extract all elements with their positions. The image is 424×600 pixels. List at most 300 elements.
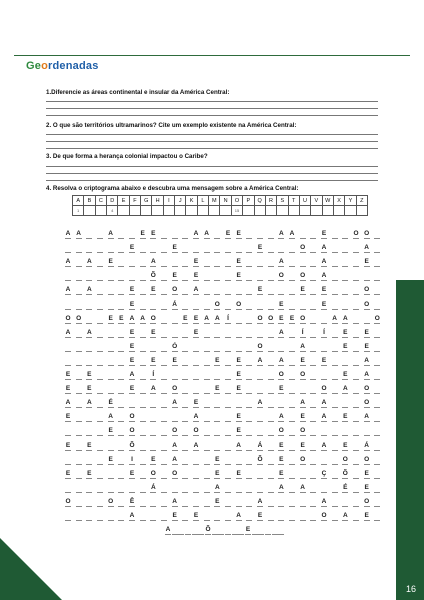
answer-blank[interactable]	[97, 364, 103, 366]
answer-blank[interactable]	[108, 463, 114, 465]
answer-blank[interactable]	[172, 322, 178, 324]
cryptogram-slot[interactable]	[85, 357, 93, 366]
answer-blank[interactable]	[364, 491, 370, 493]
cipher-code-cell[interactable]	[345, 206, 356, 216]
answer-blank[interactable]	[118, 322, 124, 324]
answer-blank[interactable]	[214, 378, 220, 380]
answer-blank[interactable]	[310, 434, 316, 436]
cryptogram-slot[interactable]	[203, 272, 211, 281]
answer-blank[interactable]	[97, 237, 103, 239]
cryptogram-slot[interactable]	[299, 286, 307, 295]
cryptogram-slot[interactable]	[363, 470, 371, 479]
cryptogram-slot[interactable]	[171, 357, 179, 366]
answer-blank[interactable]	[140, 336, 146, 338]
answer-blank[interactable]	[321, 392, 327, 394]
answer-blank[interactable]	[225, 308, 231, 310]
cryptogram-slot[interactable]	[117, 230, 125, 239]
answer-blank[interactable]	[140, 364, 146, 366]
cryptogram-slot[interactable]	[85, 258, 93, 267]
answer-blank[interactable]	[118, 378, 124, 380]
answer-blank[interactable]	[278, 519, 284, 521]
answer-blank[interactable]	[353, 505, 359, 507]
answer-blank[interactable]	[129, 406, 135, 408]
cryptogram-slot[interactable]	[363, 456, 371, 465]
cryptogram-slot[interactable]	[352, 413, 360, 422]
cryptogram-slot[interactable]	[171, 230, 179, 239]
cryptogram-slot[interactable]	[96, 230, 104, 239]
answer-blank[interactable]	[342, 378, 348, 380]
answer-blank[interactable]	[204, 519, 210, 521]
cryptogram-slot[interactable]	[320, 442, 328, 451]
cryptogram-slot[interactable]	[139, 399, 147, 408]
answer-blank[interactable]	[182, 491, 188, 493]
cryptogram-slot[interactable]	[331, 484, 339, 493]
cryptogram-slot[interactable]	[299, 385, 307, 394]
cryptogram-slot[interactable]	[245, 427, 253, 436]
cryptogram-slot[interactable]	[149, 329, 157, 338]
answer-blank[interactable]	[268, 392, 274, 394]
cryptogram-slot[interactable]	[373, 301, 381, 310]
cryptogram-slot[interactable]	[331, 371, 339, 380]
cryptogram-slot[interactable]	[331, 329, 339, 338]
cryptogram-slot[interactable]	[75, 427, 83, 436]
cryptogram-slot[interactable]	[267, 301, 275, 310]
answer-blank[interactable]	[129, 350, 135, 352]
cryptogram-slot[interactable]	[160, 456, 168, 465]
cryptogram-slot[interactable]	[352, 399, 360, 408]
answer-blank[interactable]	[108, 420, 114, 422]
answer-blank[interactable]	[140, 279, 146, 281]
answer-blank[interactable]	[108, 265, 114, 267]
cryptogram-slot[interactable]	[341, 470, 349, 479]
cryptogram-slot[interactable]	[331, 399, 339, 408]
answer-blank[interactable]	[150, 491, 156, 493]
cryptogram-slot[interactable]	[235, 286, 243, 295]
cryptogram-slot[interactable]	[320, 456, 328, 465]
cryptogram-slot[interactable]	[256, 272, 264, 281]
cryptogram-slot[interactable]	[213, 512, 221, 521]
cryptogram-slot[interactable]	[309, 385, 317, 394]
cryptogram-slot[interactable]	[107, 385, 115, 394]
cryptogram-slot[interactable]	[245, 244, 253, 253]
answer-blank[interactable]	[236, 406, 242, 408]
answer-blank[interactable]	[182, 279, 188, 281]
answer-blank[interactable]	[353, 279, 359, 281]
cryptogram-slot[interactable]	[256, 498, 264, 507]
cryptogram-slot[interactable]	[299, 484, 307, 493]
answer-blank[interactable]	[257, 491, 263, 493]
cryptogram-slot[interactable]	[96, 329, 104, 338]
answer-blank[interactable]	[76, 308, 82, 310]
cryptogram-slot[interactable]	[331, 512, 339, 521]
cryptogram-slot[interactable]	[277, 329, 285, 338]
cryptogram-slot[interactable]	[139, 258, 147, 267]
answer-blank[interactable]	[65, 336, 71, 338]
cryptogram-slot[interactable]	[267, 385, 275, 394]
cryptogram-slot[interactable]	[192, 371, 200, 380]
answer-blank[interactable]	[225, 463, 231, 465]
cryptogram-slot[interactable]	[320, 230, 328, 239]
answer-blank[interactable]	[65, 279, 71, 281]
answer-blank[interactable]	[182, 378, 188, 380]
answer-blank[interactable]	[150, 505, 156, 507]
cryptogram-slot[interactable]	[267, 413, 275, 422]
cryptogram-slot[interactable]	[331, 385, 339, 394]
answer-blank[interactable]	[342, 406, 348, 408]
cryptogram-slot[interactable]	[117, 301, 125, 310]
answer-blank[interactable]	[150, 336, 156, 338]
cryptogram-slot[interactable]	[181, 385, 189, 394]
answer-blank[interactable]	[129, 336, 135, 338]
cipher-code-cell[interactable]	[288, 206, 299, 216]
cryptogram-slot[interactable]	[160, 357, 168, 366]
answer-blank[interactable]	[268, 308, 274, 310]
cryptogram-slot[interactable]	[107, 456, 115, 465]
cryptogram-slot[interactable]	[235, 230, 243, 239]
cryptogram-slot[interactable]	[203, 244, 211, 253]
cryptogram-slot[interactable]	[309, 442, 317, 451]
cipher-code-cell[interactable]	[84, 206, 95, 216]
cryptogram-slot[interactable]	[149, 512, 157, 521]
answer-blank[interactable]	[342, 350, 348, 352]
cryptogram-slot[interactable]	[181, 272, 189, 281]
cryptogram-slot[interactable]	[171, 442, 179, 451]
answer-blank[interactable]	[289, 265, 295, 267]
answer-blank[interactable]	[172, 279, 178, 281]
answer-blank[interactable]	[268, 449, 274, 451]
answer-blank[interactable]	[278, 491, 284, 493]
answer-blank[interactable]	[257, 308, 263, 310]
cryptogram-slot[interactable]	[309, 258, 317, 267]
cryptogram-slot[interactable]	[299, 230, 307, 239]
answer-blank[interactable]	[118, 364, 124, 366]
cryptogram-slot[interactable]	[75, 456, 83, 465]
answer-blank[interactable]	[257, 364, 263, 366]
answer-blank[interactable]	[150, 308, 156, 310]
answer-blank[interactable]	[278, 463, 284, 465]
cryptogram-slot[interactable]	[75, 413, 83, 422]
cryptogram-slot[interactable]	[352, 272, 360, 281]
answer-blank[interactable]	[97, 336, 103, 338]
answer-blank[interactable]	[214, 406, 220, 408]
cipher-code-cell[interactable]	[277, 206, 288, 216]
answer-blank[interactable]	[172, 434, 178, 436]
cryptogram-slot[interactable]	[117, 244, 125, 253]
answer-blank[interactable]	[182, 505, 188, 507]
cryptogram-slot[interactable]	[320, 385, 328, 394]
answer-blank[interactable]	[65, 251, 71, 253]
cryptogram-slot[interactable]	[299, 427, 307, 436]
cryptogram-slot[interactable]	[331, 258, 339, 267]
cryptogram-slot[interactable]	[256, 385, 264, 394]
answer-blank[interactable]	[193, 336, 199, 338]
cryptogram-slot[interactable]	[160, 413, 168, 422]
answer-blank[interactable]	[289, 406, 295, 408]
answer-blank[interactable]	[300, 378, 306, 380]
answer-blank[interactable]	[364, 322, 370, 324]
answer-blank[interactable]	[76, 293, 82, 295]
answer-blank[interactable]	[225, 449, 231, 451]
answer-blank[interactable]	[310, 322, 316, 324]
cryptogram-slot[interactable]	[224, 413, 232, 422]
cryptogram-slot[interactable]	[203, 498, 211, 507]
answer-blank[interactable]	[236, 336, 242, 338]
cryptogram-slot[interactable]	[320, 357, 328, 366]
answer-blank[interactable]	[246, 434, 252, 436]
answer-blank[interactable]	[76, 251, 82, 253]
cryptogram-slot[interactable]	[139, 244, 147, 253]
cryptogram-slot[interactable]	[288, 343, 296, 352]
answer-blank[interactable]	[150, 392, 156, 394]
cryptogram-slot[interactable]	[117, 343, 125, 352]
cryptogram-slot[interactable]	[256, 399, 264, 408]
answer-blank[interactable]	[118, 265, 124, 267]
answer-blank[interactable]	[182, 420, 188, 422]
answer-blank[interactable]	[278, 322, 284, 324]
cryptogram-slot[interactable]	[171, 512, 179, 521]
cryptogram-slot[interactable]	[128, 371, 136, 380]
cryptogram-slot[interactable]	[160, 399, 168, 408]
cryptogram-slot[interactable]	[192, 315, 200, 324]
cryptogram-slot[interactable]	[64, 399, 72, 408]
answer-blank[interactable]	[289, 392, 295, 394]
answer-line[interactable]	[46, 148, 378, 149]
cryptogram-slot[interactable]	[117, 315, 125, 324]
cryptogram-slot[interactable]	[160, 272, 168, 281]
cryptogram-slot[interactable]	[160, 343, 168, 352]
cryptogram-slot[interactable]	[139, 470, 147, 479]
cryptogram-slot[interactable]	[128, 329, 136, 338]
cryptogram-slot[interactable]	[117, 258, 125, 267]
answer-blank[interactable]	[246, 293, 252, 295]
cryptogram-slot[interactable]	[267, 244, 275, 253]
cryptogram-slot[interactable]	[85, 230, 93, 239]
answer-blank[interactable]	[140, 505, 146, 507]
cryptogram-slot[interactable]	[320, 413, 328, 422]
answer-blank[interactable]	[204, 265, 210, 267]
answer-blank[interactable]	[86, 378, 92, 380]
cryptogram-slot[interactable]	[256, 442, 264, 451]
cryptogram-slot[interactable]	[213, 385, 221, 394]
cryptogram-slot[interactable]	[149, 442, 157, 451]
cryptogram-slot[interactable]	[341, 484, 349, 493]
cryptogram-slot[interactable]	[181, 329, 189, 338]
cryptogram-slot[interactable]	[213, 470, 221, 479]
answer-blank[interactable]	[246, 449, 252, 451]
cryptogram-slot[interactable]	[128, 230, 136, 239]
cryptogram-slot[interactable]	[96, 470, 104, 479]
answer-blank[interactable]	[150, 293, 156, 295]
cryptogram-slot[interactable]	[171, 470, 179, 479]
answer-blank[interactable]	[118, 308, 124, 310]
answer-blank[interactable]	[332, 293, 338, 295]
answer-blank[interactable]	[236, 251, 242, 253]
answer-blank[interactable]	[129, 491, 135, 493]
cryptogram-slot[interactable]	[203, 258, 211, 267]
cryptogram-slot[interactable]	[139, 343, 147, 352]
cryptogram-slot[interactable]	[267, 399, 275, 408]
answer-blank[interactable]	[161, 420, 167, 422]
cryptogram-slot[interactable]	[213, 456, 221, 465]
answer-blank[interactable]	[129, 364, 135, 366]
cryptogram-slot[interactable]	[256, 357, 264, 366]
answer-blank[interactable]	[129, 519, 135, 521]
cryptogram-slot[interactable]	[139, 442, 147, 451]
cryptogram-slot[interactable]	[331, 498, 339, 507]
answer-blank[interactable]	[268, 322, 274, 324]
answer-blank[interactable]	[300, 364, 306, 366]
answer-blank[interactable]	[353, 308, 359, 310]
answer-blank[interactable]	[300, 434, 306, 436]
cryptogram-slot[interactable]	[352, 286, 360, 295]
answer-blank[interactable]	[332, 308, 338, 310]
cryptogram-slot[interactable]	[139, 456, 147, 465]
answer-blank[interactable]	[97, 477, 103, 479]
cryptogram-slot[interactable]	[288, 258, 296, 267]
cryptogram-slot[interactable]	[224, 427, 232, 436]
answer-blank[interactable]	[342, 322, 348, 324]
cryptogram-slot[interactable]	[107, 470, 115, 479]
answer-blank[interactable]	[214, 463, 220, 465]
cryptogram-slot[interactable]	[341, 413, 349, 422]
cipher-code-cell[interactable]	[356, 206, 367, 216]
cryptogram-slot[interactable]	[341, 272, 349, 281]
cryptogram-slot[interactable]	[160, 484, 168, 493]
cryptogram-slot[interactable]	[117, 357, 125, 366]
answer-blank[interactable]	[321, 477, 327, 479]
answer-blank[interactable]	[150, 322, 156, 324]
cryptogram-slot[interactable]	[235, 399, 243, 408]
cipher-code-cell[interactable]	[186, 206, 197, 216]
cryptogram-slot[interactable]	[299, 272, 307, 281]
cryptogram-slot[interactable]	[245, 343, 253, 352]
cryptogram-slot[interactable]	[149, 315, 157, 324]
answer-blank[interactable]	[118, 350, 124, 352]
answer-blank[interactable]	[332, 378, 338, 380]
answer-blank[interactable]	[236, 463, 242, 465]
answer-blank[interactable]	[86, 279, 92, 281]
answer-blank[interactable]	[246, 336, 252, 338]
answer-blank[interactable]	[129, 237, 135, 239]
cryptogram-slot[interactable]	[85, 343, 93, 352]
cryptogram-slot[interactable]	[341, 427, 349, 436]
cryptogram-slot[interactable]	[75, 258, 83, 267]
answer-blank[interactable]	[214, 308, 220, 310]
answer-blank[interactable]	[289, 420, 295, 422]
answer-blank[interactable]	[225, 293, 231, 295]
cryptogram-slot[interactable]	[235, 470, 243, 479]
answer-blank[interactable]	[65, 449, 71, 451]
answer-blank[interactable]	[108, 378, 114, 380]
cryptogram-slot[interactable]	[149, 272, 157, 281]
cryptogram-slot[interactable]	[299, 399, 307, 408]
answer-blank[interactable]	[150, 463, 156, 465]
cryptogram-slot[interactable]	[277, 343, 285, 352]
answer-blank[interactable]	[76, 392, 82, 394]
cryptogram-slot[interactable]	[85, 399, 93, 408]
cryptogram-slot[interactable]	[256, 286, 264, 295]
cryptogram-slot[interactable]	[171, 456, 179, 465]
cryptogram-slot[interactable]	[373, 343, 381, 352]
answer-blank[interactable]	[182, 519, 188, 521]
answer-blank[interactable]	[129, 392, 135, 394]
cryptogram-slot[interactable]	[309, 427, 317, 436]
answer-blank[interactable]	[374, 293, 380, 295]
answer-blank[interactable]	[204, 392, 210, 394]
answer-blank[interactable]	[278, 449, 284, 451]
cryptogram-slot[interactable]	[203, 385, 211, 394]
answer-blank[interactable]	[86, 477, 92, 479]
cryptogram-slot[interactable]	[277, 470, 285, 479]
answer-blank[interactable]	[86, 392, 92, 394]
answer-blank[interactable]	[193, 477, 199, 479]
answer-blank[interactable]	[150, 420, 156, 422]
cryptogram-slot[interactable]	[213, 329, 221, 338]
cryptogram-slot[interactable]	[107, 498, 115, 507]
answer-blank[interactable]	[342, 237, 348, 239]
answer-blank[interactable]	[172, 364, 178, 366]
answer-blank[interactable]	[321, 265, 327, 267]
cryptogram-slot[interactable]	[235, 315, 243, 324]
cryptogram-slot[interactable]	[235, 272, 243, 281]
cryptogram-slot[interactable]	[149, 413, 157, 422]
answer-blank[interactable]	[161, 322, 167, 324]
cryptogram-slot[interactable]	[363, 357, 371, 366]
cryptogram-slot[interactable]	[117, 286, 125, 295]
cryptogram-slot[interactable]	[235, 498, 243, 507]
cryptogram-slot[interactable]	[96, 244, 104, 253]
cryptogram-slot[interactable]	[309, 371, 317, 380]
answer-blank[interactable]	[118, 293, 124, 295]
answer-blank[interactable]	[161, 336, 167, 338]
answer-blank[interactable]	[140, 378, 146, 380]
cryptogram-slot[interactable]	[181, 427, 189, 436]
cryptogram-slot[interactable]	[245, 371, 253, 380]
answer-blank[interactable]	[65, 237, 71, 239]
cryptogram-slot[interactable]	[117, 371, 125, 380]
answer-blank[interactable]	[108, 505, 114, 507]
answer-blank[interactable]	[97, 322, 103, 324]
answer-blank[interactable]	[204, 336, 210, 338]
answer-blank[interactable]	[97, 350, 103, 352]
answer-blank[interactable]	[129, 505, 135, 507]
cryptogram-slot[interactable]	[192, 456, 200, 465]
cryptogram-slot[interactable]	[85, 244, 93, 253]
cryptogram-slot[interactable]	[64, 456, 72, 465]
answer-blank[interactable]	[172, 420, 178, 422]
answer-blank[interactable]	[268, 378, 274, 380]
cryptogram-slot[interactable]	[203, 301, 211, 310]
cryptogram-slot[interactable]	[224, 498, 232, 507]
cipher-code-cell[interactable]	[152, 206, 163, 216]
cryptogram-slot[interactable]	[107, 427, 115, 436]
cryptogram-slot[interactable]	[213, 301, 221, 310]
answer-blank[interactable]	[332, 322, 338, 324]
answer-blank[interactable]	[321, 251, 327, 253]
cryptogram-slot[interactable]	[309, 315, 317, 324]
cryptogram-slot[interactable]	[64, 385, 72, 394]
cryptogram-slot[interactable]	[373, 484, 381, 493]
answer-blank[interactable]	[225, 322, 231, 324]
cryptogram-slot[interactable]	[171, 427, 179, 436]
cryptogram-slot[interactable]	[352, 456, 360, 465]
cryptogram-slot[interactable]	[139, 272, 147, 281]
cryptogram-slot[interactable]	[288, 484, 296, 493]
answer-blank[interactable]	[353, 293, 359, 295]
cryptogram-slot[interactable]	[373, 456, 381, 465]
answer-blank[interactable]	[129, 434, 135, 436]
answer-blank[interactable]	[310, 279, 316, 281]
